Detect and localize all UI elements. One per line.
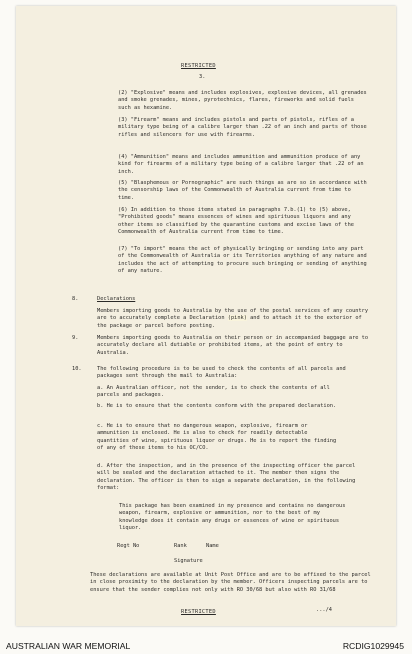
sub-item-b: b. He is to ensure that the contents conform with the prepared declaration. (97, 403, 337, 409)
para9-text: Members importing goods to Australia on their person or in accompanied baggage are to accurately declare all dutiable or prohibited items, at the point of entry to Australia. (97, 335, 369, 356)
definition-3: (3) "Firearm" means and includes pistols and parts of pistols, rifles of a military type being of a calibre larger than .22 of an inch and parts of those rifles and silencers for use with firearms. (118, 117, 367, 138)
page-number: 3. (199, 74, 206, 80)
archive-footer (0, 640, 412, 654)
para8-handwritten-note: (pink) (227, 315, 247, 322)
sub-item-c: c. He is to ensure that no dangerous weapon, explosive, firearm or ammunition is enclosed. He is also to check for readily detectable quantities of wine, spirituous liquor or drugs. He is to report the finding of any of these items to his OC/CO. (97, 423, 337, 452)
closing-paragraph: These declarations are available at Unit Post Office and are to be affixed to the parcel in close proximity to the declaration by the member. Officers inspecting parcels are to ensure that the sender complies not only with RO 30/68 but also with RO 31/68 (90, 572, 371, 593)
definition-7: (7) "To import" means the act of physically bringing or sending into any part of the Commonwealth of Australia or its Territories anything of any nature and includes the act of attempting to procure such bringing or sending of anything of any nature. (118, 246, 367, 275)
sig-label-regt-no: Regt No (117, 543, 140, 549)
signature-label: Signature (174, 558, 203, 564)
sig-label-rank: Rank (174, 543, 187, 549)
para8-heading: Declarations (97, 296, 136, 302)
definition-6: (6) In addition to those items stated in paragraphs 7.b.(1) to (5) above, "Prohibited goods" means essences of wines and spirituous liquors and any other items so classified by the quarantine customs and excise laws of the Commonwealth of Australia current from time to time. (118, 207, 354, 236)
declaration-quote: This package has been examined in my presence and contains no dangerous weapon, firearm, explosive or ammunition, nor to the best of my knowledge does it contain any drugs or essences of wine or spirituous liquor. (119, 503, 346, 532)
para10-number: 10. (72, 366, 82, 372)
para10-text: The following procedure is to be used to check the contents of all parcels and packages sent through the mail to Australia: (97, 366, 346, 380)
para8-number: 8. (72, 296, 79, 302)
archive-record-id: RCDIG1029945 (342, 641, 404, 651)
para8-text-after: and to attach it to the exterior of the package or parcel before posting. (97, 315, 362, 329)
definition-4: (4) "Ammunition" means and includes ammunition and ammunition produce of any kind for firearms of a military type being of a calibre larger that .22 of an inch. (118, 154, 364, 175)
classification-footer: RESTRICTED (181, 609, 216, 615)
sig-label-name: Name (206, 543, 219, 549)
para8-text-before: Members importing goods to Australia by the use of the postal services of any country are to accurately complete a Declaration (97, 308, 369, 322)
definition-2: (2) "Explosive" means and includes explosives, explosive devices, all grenades and smoke grenades, mines, pyrotechnics, flares, fireworks and solid fuels such as hexamine. (118, 90, 367, 111)
document-page (16, 6, 396, 626)
para8-text (97, 308, 372, 330)
definition-5: (5) "Blasphemous or Pornographic" are such things as are so in accordance with the censorship laws of the Commonwealth of Australia current from time to time. (118, 180, 367, 201)
archive-name: AUSTRALIAN WAR MEMORIAL (6, 641, 131, 651)
para9-number: 9. (72, 335, 79, 341)
classification-header: RESTRICTED (181, 63, 216, 69)
sub-item-d: d. After the inspection, and in the presence of the inspecting officer the parcel will be sealed and the declaration attached to it. The member then signs the declaration. The officer is then to sign a separate declaration, in the following format: (97, 463, 356, 492)
continuation-marker: .../4 (316, 607, 332, 613)
sub-item-a: a. An Australian officer, not the sender, is to check the contents of all parcels and packages. (97, 385, 330, 399)
